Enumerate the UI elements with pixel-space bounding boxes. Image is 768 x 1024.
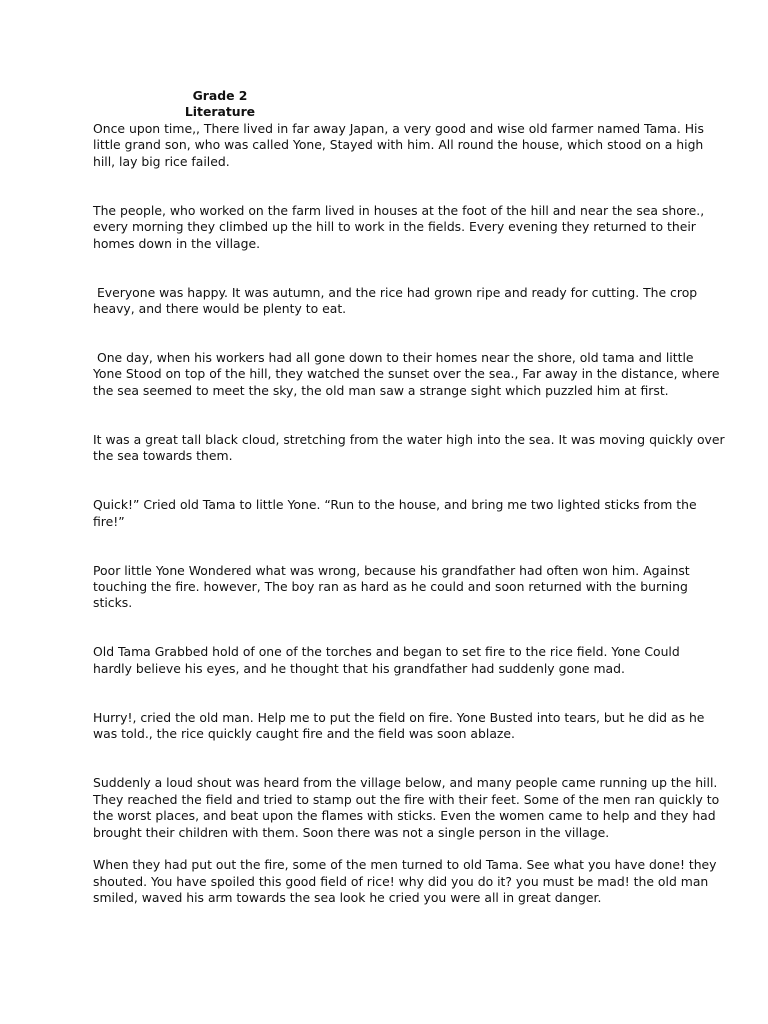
- paragraph-line: homes down in the village.: [93, 235, 261, 251]
- paragraph-line: hardly believe his eyes, and he thought that his grandfather had suddenly gone mad.: [93, 660, 625, 676]
- paragraph-7: [93, 562, 690, 612]
- paragraph-line: fire!”: [93, 513, 125, 529]
- paragraph-line: One day, when his workers had all gone down to their homes near the shore, old tama and little: [93, 350, 694, 366]
- paragraph-line: Once upon time,, There lived in far away Japan, a very good and wise old farmer named Tama. His: [93, 121, 704, 136]
- paragraph-line: shouted. You have spoiled this good field of rice! why did you do it? you must be mad! the old man: [93, 873, 709, 889]
- paragraph-line: the sea towards them.: [93, 448, 233, 464]
- paragraph-line: The people, who worked on the farm lived in houses at the foot of the hill and near the sea shore.,: [93, 202, 705, 218]
- paragraph-line: every morning they climbed up the hill to work in the fields. Every evening they returned to their: [93, 219, 696, 235]
- paragraph-line: brought their children with them. Soon there was not a single person in the village.: [93, 824, 610, 840]
- subject-heading: Literature: [184, 104, 256, 120]
- paragraph-line: It was a great tall black cloud, stretching from the water high into the sea. It was moving quickly over: [93, 431, 725, 447]
- paragraph-line: Poor little Yone Wondered what was wrong, because his grandfather had often won him. Against: [93, 562, 690, 578]
- paragraph-line: Everyone was happy. It was autumn, and the rice had grown ripe and ready for cutting. The crop: [93, 284, 698, 300]
- grade-heading: Grade 2: [192, 88, 248, 103]
- paragraph-line: Yone Stood on top of the hill, they watched the sunset over the sea., Far away in the distance, where: [93, 366, 720, 382]
- paragraph-line: the sea seemed to meet the sky, the old man saw a strange sight which puzzled him at first.: [93, 382, 669, 398]
- paragraph-3: [93, 284, 698, 318]
- paragraph-gap: [93, 841, 678, 857]
- paragraph-line: They reached the field and tried to stamp out the fire with their feet. Some of the men ran quickly to: [93, 791, 720, 807]
- paragraph-1: [93, 121, 704, 170]
- paragraph-gap: [93, 612, 678, 645]
- paragraph-gap: [93, 317, 678, 350]
- paragraph-line: Hurry!, cried the old man. Help me to put the field on fire. Yone Busted into tears, but he did as he: [93, 709, 705, 725]
- paragraph-9: [93, 709, 705, 743]
- paragraph-line: Quick!” Cried old Tama to little Yone. “Run to the house, and bring me two lighted sticks from the: [93, 497, 697, 513]
- paragraph-line: was told., the rice quickly caught fire and the field was soon ablaze.: [93, 726, 515, 742]
- paragraph-line: Suddenly a loud shout was heard from the village below, and many people came running up the hill.: [93, 775, 718, 791]
- paragraph-line: little grand son, who was called Yone, Stayed with him. All round the house, which stood on a high: [93, 137, 704, 153]
- paragraph-line: touching the fire. however, The boy ran as hard as he could and soon returned with the burning: [93, 579, 688, 595]
- paragraph-gap: [93, 252, 678, 285]
- paragraph-10: [93, 775, 720, 841]
- paragraph-8: [93, 644, 678, 677]
- paragraph-4: [93, 350, 720, 399]
- paragraph-gap: [93, 465, 678, 498]
- paragraph-gap: [93, 530, 678, 563]
- paragraph-gap: [93, 170, 678, 203]
- story-body: [93, 121, 725, 907]
- paragraph-line: the worst places, and beat upon the flames with sticks. Even the women came to help and they had: [93, 808, 716, 824]
- paragraph-line: heavy, and there would be plenty to eat.: [93, 301, 347, 317]
- paragraph-gap: [93, 677, 678, 710]
- paragraph-line: hill, lay big rice failed.: [93, 153, 230, 169]
- paragraph-6: [93, 497, 697, 530]
- paragraph-11: [93, 857, 717, 906]
- paragraph-5: [93, 431, 725, 465]
- paragraph-line: When they had put out the fire, some of the men turned to old Tama. See what you have done! they: [93, 857, 717, 873]
- document-header: [0, 88, 440, 121]
- paragraph-2: [93, 202, 705, 252]
- paragraph-line: Old Tama Grabbed hold of one of the torches and began to set fire to the rice field. Yone Could: [93, 644, 680, 660]
- paragraph-line: smiled, waved his arm towards the sea look he cried you were all in great danger.: [93, 890, 602, 906]
- paragraph-gap: [93, 399, 678, 432]
- paragraph-line: sticks.: [93, 595, 133, 611]
- paragraph-gap: [93, 743, 678, 776]
